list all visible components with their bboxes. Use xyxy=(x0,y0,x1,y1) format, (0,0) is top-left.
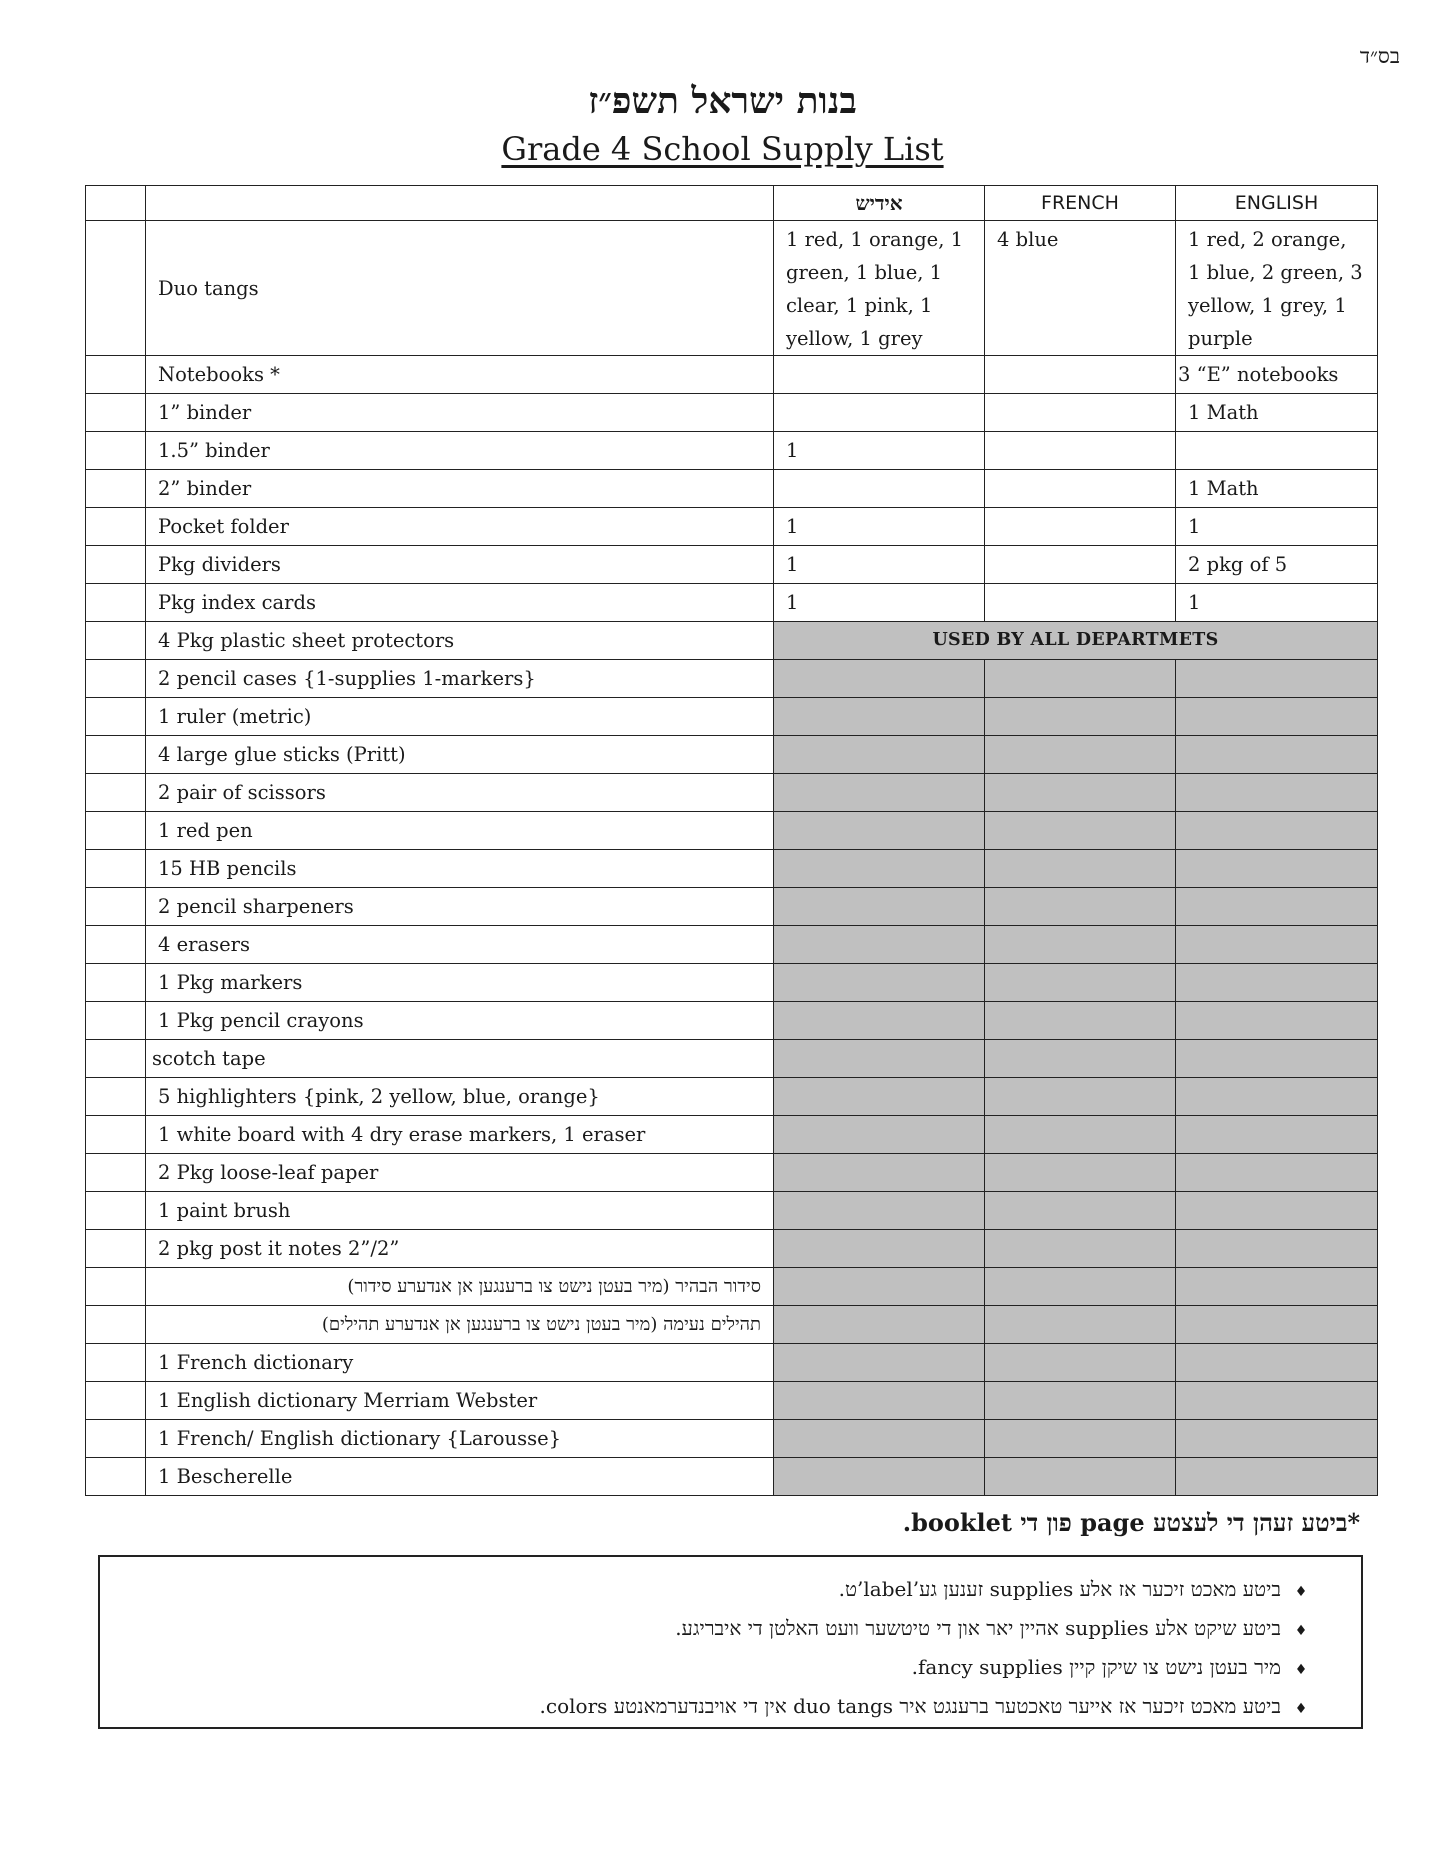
shaded-cell xyxy=(1176,850,1378,888)
item-cell: 1” binder xyxy=(146,394,774,432)
list-item xyxy=(140,1610,1321,1649)
table-row xyxy=(86,508,1378,546)
shaded-cell xyxy=(1176,1458,1378,1496)
row-marker-cell xyxy=(86,1268,146,1306)
row-marker-cell xyxy=(86,1154,146,1192)
shaded-cell xyxy=(985,1116,1176,1154)
shaded-cell xyxy=(1176,1306,1378,1344)
french-cell xyxy=(985,356,1176,394)
table-row xyxy=(86,221,1378,356)
english-cell: 1 Math xyxy=(1176,394,1378,432)
table-row xyxy=(86,1458,1378,1496)
item-cell: 1 French dictionary xyxy=(146,1344,774,1382)
shaded-cell xyxy=(1176,1268,1378,1306)
table-row xyxy=(86,622,1378,660)
shaded-cell xyxy=(1176,1192,1378,1230)
shaded-cell xyxy=(1176,926,1378,964)
shaded-cell xyxy=(1176,1116,1378,1154)
shaded-cell xyxy=(985,774,1176,812)
shaded-cell xyxy=(774,774,985,812)
row-marker-cell xyxy=(86,964,146,1002)
row-marker-cell xyxy=(86,1230,146,1268)
row-marker-cell xyxy=(86,1078,146,1116)
shaded-cell xyxy=(985,1268,1176,1306)
item-cell: Duo tangs xyxy=(146,221,774,356)
shaded-cell xyxy=(985,698,1176,736)
table-row xyxy=(86,1078,1378,1116)
item-cell: סידור הבהיר (מיר בעטן נישט צו ברענגען אן אנדערע סידור) xyxy=(146,1268,774,1306)
table-row xyxy=(86,1230,1378,1268)
shaded-cell xyxy=(1176,698,1378,736)
row-marker-cell xyxy=(86,1116,146,1154)
item-cell: 1 Pkg pencil crayons xyxy=(146,1002,774,1040)
item-cell: 1 Bescherelle xyxy=(146,1458,774,1496)
shaded-cell xyxy=(774,926,985,964)
french-cell xyxy=(985,546,1176,584)
row-marker-cell xyxy=(86,584,146,622)
list-item xyxy=(140,1649,1321,1688)
row-marker-cell xyxy=(86,546,146,584)
shaded-cell xyxy=(774,1458,985,1496)
shaded-cell xyxy=(1176,888,1378,926)
table-row xyxy=(86,1382,1378,1420)
table-row xyxy=(86,812,1378,850)
all-departments-banner: USED BY ALL DEPARTMETS xyxy=(774,622,1378,660)
shaded-cell xyxy=(1176,1002,1378,1040)
shaded-cell xyxy=(985,964,1176,1002)
shaded-cell xyxy=(985,888,1176,926)
page-title-hebrew: בנות ישראל תשפ״ז xyxy=(588,80,857,122)
item-cell: Pkg dividers xyxy=(146,546,774,584)
table-header-row xyxy=(86,186,1378,221)
shaded-cell xyxy=(1176,964,1378,1002)
bsd-mark: בס״ד xyxy=(1359,44,1400,68)
list-item xyxy=(140,1688,1321,1727)
shaded-cell xyxy=(985,1382,1176,1420)
row-marker-cell xyxy=(86,812,146,850)
shaded-cell xyxy=(774,1002,985,1040)
row-marker-cell xyxy=(86,622,146,660)
shaded-cell xyxy=(774,698,985,736)
note-text: ביטע מאכט זיכער אז אלע supplies זענען גע’label’ט. xyxy=(838,1577,1281,1601)
row-marker-cell xyxy=(86,1002,146,1040)
supply-table xyxy=(85,185,1378,1496)
shaded-cell xyxy=(774,812,985,850)
item-cell: 15 HB pencils xyxy=(146,850,774,888)
table-row xyxy=(86,1116,1378,1154)
shaded-cell xyxy=(1176,1230,1378,1268)
shaded-cell xyxy=(1176,1078,1378,1116)
yiddish-cell xyxy=(774,470,985,508)
row-marker-cell xyxy=(86,1040,146,1078)
shaded-cell xyxy=(985,1458,1176,1496)
shaded-cell xyxy=(1176,1154,1378,1192)
yiddish-cell: 1 xyxy=(774,432,985,470)
shaded-cell xyxy=(774,850,985,888)
table-row xyxy=(86,584,1378,622)
yiddish-cell: 1 xyxy=(774,508,985,546)
item-cell: תהילים נעימה (מיר בעטן נישט צו ברענגען אן אנדערע תהילים) xyxy=(146,1306,774,1344)
row-marker-cell xyxy=(86,1192,146,1230)
yiddish-cell: 1 red, 1 orange, 1 green, 1 blue, 1 clear, 1 pink, 1 yellow, 1 grey xyxy=(774,221,985,356)
item-cell: 2 pencil cases {1-supplies 1-markers} xyxy=(146,660,774,698)
item-cell: 1 French/ English dictionary {Larousse} xyxy=(146,1420,774,1458)
note-text: מיר בעטן נישט צו שיקן קיין fancy supplies. xyxy=(911,1655,1281,1679)
item-cell: 1 white board with 4 dry erase markers, 1 eraser xyxy=(146,1116,774,1154)
table-row xyxy=(86,964,1378,1002)
french-cell xyxy=(985,584,1176,622)
shaded-cell xyxy=(1176,1420,1378,1458)
shaded-cell xyxy=(985,1192,1176,1230)
shaded-cell xyxy=(774,1192,985,1230)
item-cell: 1 Pkg markers xyxy=(146,964,774,1002)
shaded-cell xyxy=(774,1078,985,1116)
shaded-cell xyxy=(774,1154,985,1192)
shaded-cell xyxy=(985,1420,1176,1458)
shaded-cell xyxy=(1176,660,1378,698)
table-row xyxy=(86,1344,1378,1382)
shaded-cell xyxy=(774,1420,985,1458)
footnote: *ביטע זעהן די לעצטע page פון די booklet. xyxy=(902,1508,1360,1537)
shaded-cell xyxy=(985,926,1176,964)
column-header-yiddish: אידיש xyxy=(774,186,985,221)
row-marker-cell xyxy=(86,470,146,508)
shaded-cell xyxy=(1176,774,1378,812)
table-row xyxy=(86,774,1378,812)
french-cell xyxy=(985,394,1176,432)
item-cell: 2 pkg post it notes 2”/2” xyxy=(146,1230,774,1268)
item-cell: 4 erasers xyxy=(146,926,774,964)
shaded-cell xyxy=(774,964,985,1002)
shaded-cell xyxy=(774,1382,985,1420)
english-cell: 2 pkg of 5 xyxy=(1176,546,1378,584)
shaded-cell xyxy=(1176,1040,1378,1078)
notes-box xyxy=(98,1555,1363,1729)
shaded-cell xyxy=(985,1078,1176,1116)
item-cell: 1 ruler (metric) xyxy=(146,698,774,736)
shaded-cell xyxy=(774,1268,985,1306)
row-marker-cell xyxy=(86,432,146,470)
shaded-cell xyxy=(985,660,1176,698)
diamond-bullet-icon: ♦ xyxy=(1294,1701,1308,1717)
row-marker-cell xyxy=(86,660,146,698)
shaded-cell xyxy=(985,1040,1176,1078)
item-cell: 1 paint brush xyxy=(146,1192,774,1230)
table-row xyxy=(86,546,1378,584)
note-text: ביטע מאכט זיכער אז אייער טאכטער ברענגט איר duo tangs אין די אויבנדערמאנטע colors. xyxy=(539,1694,1281,1718)
table-row xyxy=(86,926,1378,964)
table-row xyxy=(86,1040,1378,1078)
shaded-cell xyxy=(774,660,985,698)
row-marker-cell xyxy=(86,221,146,356)
shaded-cell xyxy=(774,1344,985,1382)
header-item-cell xyxy=(146,186,774,221)
diamond-bullet-icon: ♦ xyxy=(1294,1584,1308,1600)
yiddish-cell xyxy=(774,394,985,432)
item-cell: 1 red pen xyxy=(146,812,774,850)
row-marker-cell xyxy=(86,1344,146,1382)
row-marker-cell xyxy=(86,394,146,432)
row-marker-cell xyxy=(86,774,146,812)
shaded-cell xyxy=(1176,1382,1378,1420)
table-row xyxy=(86,1002,1378,1040)
shaded-cell xyxy=(1176,736,1378,774)
item-cell: Notebooks * xyxy=(146,356,774,394)
diamond-bullet-icon: ♦ xyxy=(1294,1662,1308,1678)
item-cell: 2” binder xyxy=(146,470,774,508)
shaded-cell xyxy=(1176,1344,1378,1382)
french-cell xyxy=(985,508,1176,546)
english-cell: 1 xyxy=(1176,508,1378,546)
item-cell: Pkg index cards xyxy=(146,584,774,622)
yiddish-cell: 1 xyxy=(774,546,985,584)
item-cell: 2 Pkg loose-leaf paper xyxy=(146,1154,774,1192)
column-header-french: FRENCH xyxy=(985,186,1176,221)
row-marker-cell xyxy=(86,850,146,888)
item-cell: 4 Pkg plastic sheet protectors xyxy=(146,622,774,660)
row-marker-cell xyxy=(86,1458,146,1496)
table-row xyxy=(86,660,1378,698)
shaded-cell xyxy=(985,1344,1176,1382)
row-marker-cell xyxy=(86,1420,146,1458)
item-cell: 2 pencil sharpeners xyxy=(146,888,774,926)
table-row xyxy=(86,850,1378,888)
table-row xyxy=(86,1154,1378,1192)
table-row xyxy=(86,736,1378,774)
item-cell: 1.5” binder xyxy=(146,432,774,470)
shaded-cell xyxy=(774,1230,985,1268)
note-text: ביטע שיקט אלע supplies אהיין יאר און די טיטשער וועט האלטן די איבריגע. xyxy=(675,1616,1281,1640)
shaded-cell xyxy=(1176,812,1378,850)
table-row xyxy=(86,356,1378,394)
item-cell: Pocket folder xyxy=(146,508,774,546)
french-cell xyxy=(985,470,1176,508)
row-marker-cell xyxy=(86,736,146,774)
table-row xyxy=(86,1192,1378,1230)
english-cell: 1 xyxy=(1176,584,1378,622)
column-header-english: ENGLISH xyxy=(1176,186,1378,221)
table-row xyxy=(86,1420,1378,1458)
table-row xyxy=(86,698,1378,736)
shaded-cell xyxy=(774,1306,985,1344)
header-empty-cell xyxy=(86,186,146,221)
item-cell: 1 English dictionary Merriam Webster xyxy=(146,1382,774,1420)
row-marker-cell xyxy=(86,1306,146,1344)
french-cell: 4 blue xyxy=(985,221,1176,356)
shaded-cell xyxy=(985,812,1176,850)
yiddish-cell: 1 xyxy=(774,584,985,622)
shaded-cell xyxy=(985,1002,1176,1040)
item-cell: scotch tape xyxy=(146,1040,774,1078)
english-cell xyxy=(1176,432,1378,470)
shaded-cell xyxy=(774,888,985,926)
row-marker-cell xyxy=(86,888,146,926)
row-marker-cell xyxy=(86,508,146,546)
shaded-cell xyxy=(774,1040,985,1078)
item-cell: 4 large glue sticks (Pritt) xyxy=(146,736,774,774)
table-row xyxy=(86,888,1378,926)
table-row xyxy=(86,394,1378,432)
english-cell: 3 “E” notebooks xyxy=(1176,356,1378,394)
shaded-cell xyxy=(774,736,985,774)
table-row xyxy=(86,1268,1378,1306)
shaded-cell xyxy=(774,1116,985,1154)
table-row xyxy=(86,1306,1378,1344)
list-item xyxy=(140,1571,1321,1610)
page-title: Grade 4 School Supply List xyxy=(501,130,944,168)
shaded-cell xyxy=(985,736,1176,774)
shaded-cell xyxy=(985,850,1176,888)
english-cell: 1 Math xyxy=(1176,470,1378,508)
french-cell xyxy=(985,432,1176,470)
diamond-bullet-icon: ♦ xyxy=(1294,1623,1308,1639)
row-marker-cell xyxy=(86,698,146,736)
row-marker-cell xyxy=(86,926,146,964)
yiddish-cell xyxy=(774,356,985,394)
row-marker-cell xyxy=(86,356,146,394)
english-cell: 1 red, 2 orange, 1 blue, 2 green, 3 yellow, 1 grey, 1 purple xyxy=(1176,221,1378,356)
shaded-cell xyxy=(985,1154,1176,1192)
item-cell: 2 pair of scissors xyxy=(146,774,774,812)
row-marker-cell xyxy=(86,1382,146,1420)
table-row xyxy=(86,470,1378,508)
shaded-cell xyxy=(985,1306,1176,1344)
table-row xyxy=(86,432,1378,470)
item-cell: 5 highlighters {pink, 2 yellow, blue, orange} xyxy=(146,1078,774,1116)
shaded-cell xyxy=(985,1230,1176,1268)
notes-list xyxy=(140,1571,1321,1727)
